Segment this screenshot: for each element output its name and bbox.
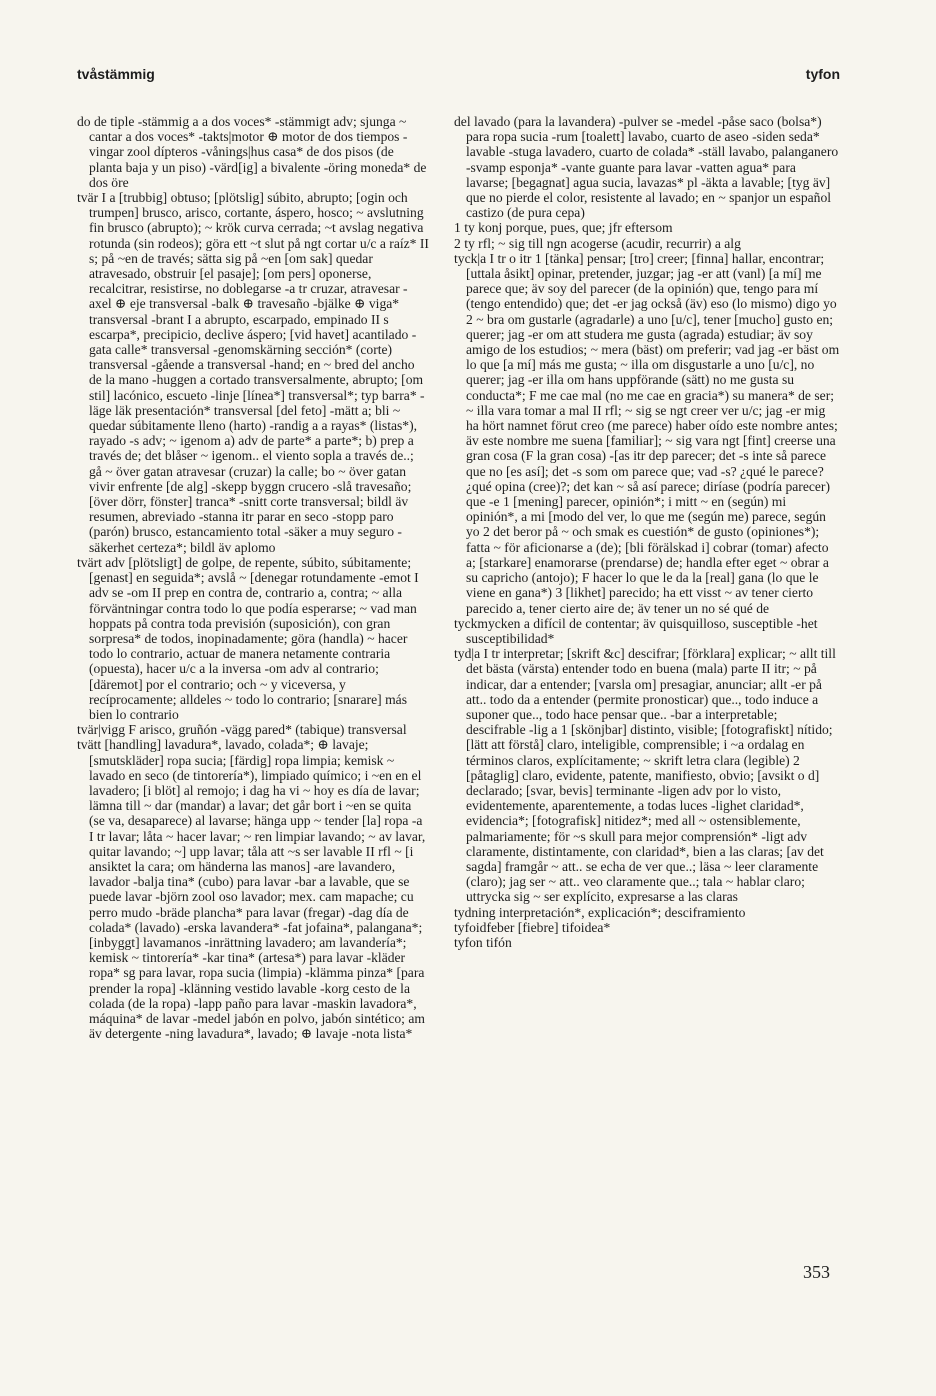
dictionary-entry: 1 ty konj porque, pues, que; jfr eftersom <box>454 220 673 236</box>
dictionary-entry: tyck|a I tr o itr 1 [tänka] pensar; [tro] creer; [finna] hallar, encontrar; [uttala åsikt] opinar, pretender, juzgar; jag -er att (vanl) [a mí] me parece que; äv soy del parecer (de la opinión) que, tengo para mí (tengo entendido) que; det -er jag också (äv) eso (lo mismo) digo yo 2 ~ bra om gustarle (agradarle) a uno [u/c], tener [mucho] gusto en; querer; jag -er om att studera me gusta (agrada) estudiar; äv soy amigo de los estudios; ~ mera (bäst) om preferir; vad jag -er bäst om lo que [a mí] más me gusta; ~ illa om disgustarle a uno [u/c], no querer; jag -er illa om hans uppförande (sätt) no me gusta su conducta*; F me cae mal (no me cae en gracia*) su manera* de ser; ~ illa vara tomar a mal II rfl; ~ sig se ngt creer ver u/c; jag -er mig ha hört namnet förut creo (me parece) haber oído este nombre antes; äv este nombre me suena [familiar]; ~ sig vara ngt [fint] creerse una gran cosa (F la gran cosa) -[as itr dep parecer; det -s inte så parece que no [es así]; det -s som om parece que; vad -s? ¿qué le parece? ¿qué opina (cree)?; det kan ~ så así parece; diríase (podría parecer) que -e 1 [mening] parecer, opinión*; i mitt ~ en (según) mi opinión*, a mi [modo del ver, lo que me (según me) parece, según yo 2 det beror på ~ och smak es cuestión* de gusto (opiniones*); fatta ~ för aficionarse a (de); [bli förälskad i] cobrar (tomar) afecto a; [starkare] enamorarse (prendarse) de; handla efter eget ~ obrar a su capricho (antojo); F hacer lo que le da la [real] gana (lo que le viene en gana*) 3 [likhet] parecido; ha ett visst ~ av tener cierto parecido a, tener cierto aire de; äv tener un no sé qué de <box>454 250 840 616</box>
left-column <box>77 114 429 1041</box>
dictionary-entry: tvärt adv [plötsligt] de golpe, de repente, súbito, súbitamente; [genast] en seguida*; avslå ~ [denegar rotundamente -emot I adv se -om II prep en contra de, contrario a, contra; ~ alla förväntningar contra todo lo que podía esperarse; ~ vad man hoppats på contra toda previsión (suposición), con gran sorpresa* de todos, inopinadamente; göra (handla) ~ hacer todo lo contrario, actuar de manera netamente contraria (opuesta), hacer u/c a la inversa -om adv al contrario; [däremot] por el contrario; och ~ y viceversa, y recíprocamente; alldeles ~ todo lo contrario; [snarare] más bien lo contrario <box>77 554 419 722</box>
dictionary-entry: tyfon tifón <box>454 934 512 950</box>
running-header-left: tvåstämmig <box>77 66 155 82</box>
page-number: 353 <box>803 1262 830 1282</box>
dictionary-entry: do de tiple -stämmig a a dos voces* -stämmigt adv; sjunga ~ cantar a dos voces* -takts|motor ⊕ motor de dos tiempos -vingar zool dípteros -vånings|hus casa* de dos pisos (de planta baja y un piso) -värd[ig] a bivalente -öring moneda* de dos öre <box>77 114 427 190</box>
dictionary-entry: tyckmycken a difícil de contentar; äv quisquilloso, susceptible -het susceptibilidad* <box>454 615 818 646</box>
dictionary-entry: tvätt [handling] lavadura*, lavado, colada*; ⊕ lavaje; [smutskläder] ropa sucia; [färdig] ropa limpia; kemisk ~ lavado en seco (de tintorería*), limpiado químico; i ~en en el lavadero; [i blöt] al remojo; i dag ha vi ~ hoy es día de lavar; lämna till ~ dar (mandar) a lavar; det går bort i ~en se quita (se va, desaparece) al lavarse; hänga upp ~ tender [la] ropa -a I tr lavar; låta ~ hacer lavar; ~ ren limpiar lavando; ~ av lavar, quitar lavando; ~] upp lavar; tåla att ~s ser lavable II rfl ~ [i ansiktet la cara; om händerna las manos] -are lavandero, lavador -balja tina* (cubo) para lavar -bar a lavable, que se puede lavar -björn zool oso lavador; mex. cam mapache; cu perro mudo -bräde plancha* para lavar (fregar) -dag día de colada* (lavado) -erska lavandera* -fat jofaina*, palangana*; [inbyggt] lavamanos -inrättning lavadero; am lavandería*; kemisk ~ tintorería* -kar tina* (artesa*) para lavar -kläder ropa* sg para lavar, ropa sucia (limpia) -klämma pinza* [para prender la ropa] -klänning vestido lavable -korg cesto de la colada (de la ropa) -lapp paño para lavar -maskin lavadora*, máquina* de lavar -medel jabón en polvo, jabón sintético; am äv detergente -ning lavadura*, lavado; ⊕ lavaje -nota lista* <box>77 737 426 1042</box>
dictionary-entry: tvär I a [trubbig] obtuso; [plötslig] súbito, abrupto; [ogin och trumpen] brusco, arisco, cortante, áspero, hosco; ~ avslutning fin brusco (abrupto); ~ krök curva cerrada; ~t avslag negativa rotunda (sin rodeos); göra ett ~t slut på ngt cortar u/c a raíz* II s; på ~en de través; sätta sig på ~en [om sak] quedar atravesado, obstruir [el pasaje]; [om pers] oponerse, recalcitrar, resistirse, no doblegarse -a tr cruzar, atravesar -axel ⊕ eje transversal -balk ⊕ travesaño -bjälke ⊕ viga* transversal -brant I a abrupto, escarpado, empinado II s escarpa*, precipicio, declive áspero; [vid havet] acantilado -gata calle* transversal -genomskärning sección* (corte) transversal -gående a transversal -hand; en ~ bred del ancho de la mano -huggen a cortado transversalmente, abrupto; [om stil] lacónico, escueto -linje [línea*] transversal*; typ barra* -läge läk presentación* transversal [del feto] -mätt a; bli ~ quedar súbitamente lleno (harto) -randig a a rayas* (listas*), rayado -s adv; ~ igenom a) adv de parte* a parte*; b) prep a través de; det blåser ~ igenom.. el viento sopla a través de..; gå ~ över gatan atravesar (cruzar) la calle; bo ~ över gatan vivir enfrente [de alg] -skepp byggn crucero -slå travesaño; [över dörr, fönster] tranca* -snitt corte transversal; bildl äv resumen, abreviado -stanna itr parar en seco -stopp paro (parón) brusco, estancamiento total -säker a muy seguro -säkerhet certeza*; bildl äv aplomo <box>77 190 429 555</box>
dictionary-entry: del lavado (para la lavandera) -pulver se -medel -påse saco (bolsa*) para ropa sucia -rum [toalett] lavabo, cuarto de aseo -siden seda* lavable -stuga lavadero, cuarto de colada* -ställ lavabo, palanganero -svamp esponja* -vante guante para lavar -vatten agua* para lavarse; [begagnat] agua sucia, lavazas* pl -äkta a lavable; [tyg äv] que no pierde el color, resistente al lavado; en ~ spanjor un español castizo (de pura cepa) <box>454 114 839 221</box>
running-header-right: tyfon <box>805 66 840 82</box>
dictionary-entry: 2 ty rfl; ~ sig till ngn acogerse (acudir, recurrir) a alg <box>454 235 741 251</box>
dictionary-entry: tvär|vigg F arisco, gruñón -vägg pared* (tabique) transversal <box>77 722 407 738</box>
dictionary-entry: tyfoidfeber [fiebre] tifoidea* <box>454 919 611 935</box>
dictionary-entry: tyd|a I tr interpretar; [skrift &c] descifrar; [förklara] explicar; ~ allt till det bästa (värsta) entender todo en buena (mala) parte II itr; ~ på indicar, dar a entender; [varsla om] presagiar, anunciar; allt -er på att.. todo da a entender (permite pronosticar) que.., todo induce a suponer que.., todo hace pensar que.. -bar a interpretable; descifrable -lig a 1 [skönjbar] distinto, visible; [fotografiskt] nítido; [lätt att förstå] claro, inteligible, comprensible; i ~a ordalag en términos claros, explícitamente; ~ skrift letra clara (legible) 2 [påtaglig] claro, evidente, patente, manifiesto, obvio; [avsikt o d] declarado; [svar, bevis] terminante -ligen adv por lo visto, evidentemente, aparentemente, a todas luces -lighet claridad*, evidencia*; [fotografisk] nitidez*; med all ~ ostensiblemente, palmariamente; för ~s skull para mejor comprensión* -ligt adv claramente, distintamente, con claridad*, bien a las claras; [av det sagda] framgår ~ att.. se echa de ver que..; läsa ~ leer claramente (claro); jag ser ~ att.. veo claramente que..; tala ~ hablar claro; uttrycka sig ~ ser explícito, expresarse a las claras <box>454 646 836 905</box>
right-column <box>454 114 840 950</box>
dictionary-entry: tydning interpretación*, explicación*; desciframiento <box>454 904 746 920</box>
